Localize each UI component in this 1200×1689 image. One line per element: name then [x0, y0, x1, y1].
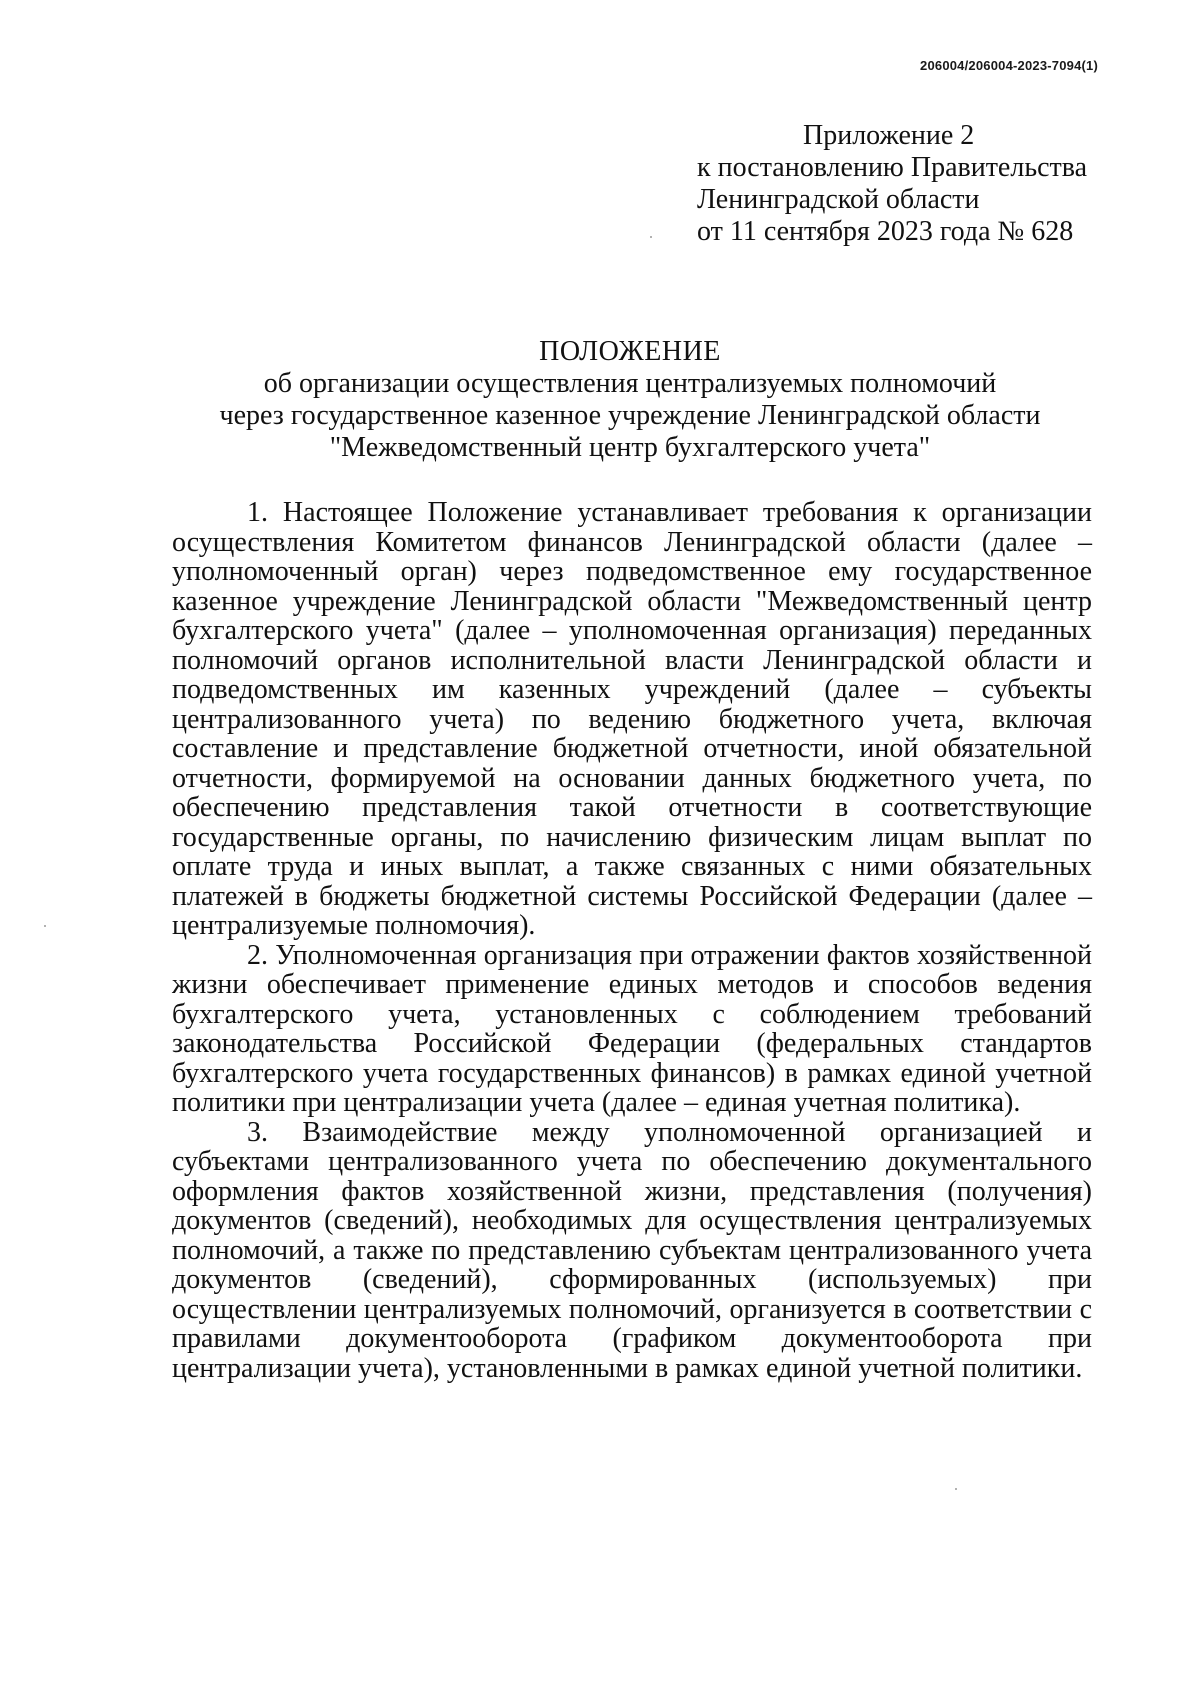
paragraph-number: 3. — [247, 1116, 268, 1148]
paragraph-number: 1. — [247, 497, 268, 528]
appendix-number: Приложение 2 — [803, 120, 975, 151]
appendix-region: Ленинградской области — [697, 184, 980, 215]
document-id-stamp: 206004/206004-2023-7094(1) — [920, 58, 1098, 73]
paragraph-1 — [172, 498, 1092, 941]
scan-speck — [44, 925, 46, 927]
paragraph-3 — [172, 1118, 1092, 1384]
paragraph-number: 2. — [247, 939, 268, 971]
paragraph-text: Взаимодействие между уполномоченной организацией и субъектами централизованного учета по обеспечению документального оформления фактов хозяйственной жизни, представления (получения) документов (сведений), необходимых для осуществления централизуемых полномочий, а также по представлению субъектам централизованного учета документов (сведений), сформированных (используемых) при осуществлении централизуемых полномочий, организуется в соответствии с правилами документооборота (графиком документооборота при централизации учета), установленными в рамках единой учетной политики. — [172, 1116, 1093, 1384]
title-line-3: "Межведомственный центр бухгалтерского учета" — [329, 432, 931, 463]
title-line-2: через государственное казенное учреждение Ленинградской области — [219, 400, 1041, 431]
appendix-resolution-ref: к постановлению Правительства — [697, 152, 1088, 183]
scan-speck — [955, 1488, 957, 1490]
scan-speck — [650, 236, 652, 238]
paragraph-text: Уполномоченная организация при отражении фактов хозяйственной жизни обеспечивает применение единых методов и способов ведения бухгалтерского учета, установленных с соблюдением требований законодательства Российской Федерации (федеральных стандартов бухгалтерского учета государственных финансов) в рамках единой учетной политики при централизации учета (далее – единая учетная политика). — [172, 939, 1092, 1118]
appendix-block — [697, 120, 1087, 248]
document-heading: ПОЛОЖЕНИЕ — [539, 336, 721, 367]
paragraph-2 — [172, 941, 1092, 1118]
appendix-date-number: от 11 сентября 2023 года № 628 — [697, 216, 1074, 247]
document-body — [172, 498, 1092, 1383]
paragraph-text: Настоящее Положение устанавливает требования к организации осуществления Комитетом финансов Ленинградской области (далее – уполномоченный орган) через подведомственное ему государственное казенное учреждение Ленинградской области "Межведомственный центр бухгалтерского учета" (далее – уполномоченная организация) переданных полномочий органов исполнительной власти Ленинградской области и подведомственных им казенных учреждений (далее – субъекты централизованного учета) по ведению бюджетного учета, включая составление и представление бюджетной отчетности, иной обязательной отчетности, формируемой на основании данных бюджетного учета, по обеспечению представления такой отчетности в соответствующие государственные органы, по начислению физическим лицам выплат по оплате труда и иных выплат, а также связанных с ними обязательных платежей в бюджеты бюджетной системы Российской Федерации (далее – централизуемые полномочия). — [172, 497, 1093, 941]
document-title-block — [170, 336, 1090, 464]
title-line-1: об организации осуществления централизуемых полномочий — [263, 368, 997, 399]
